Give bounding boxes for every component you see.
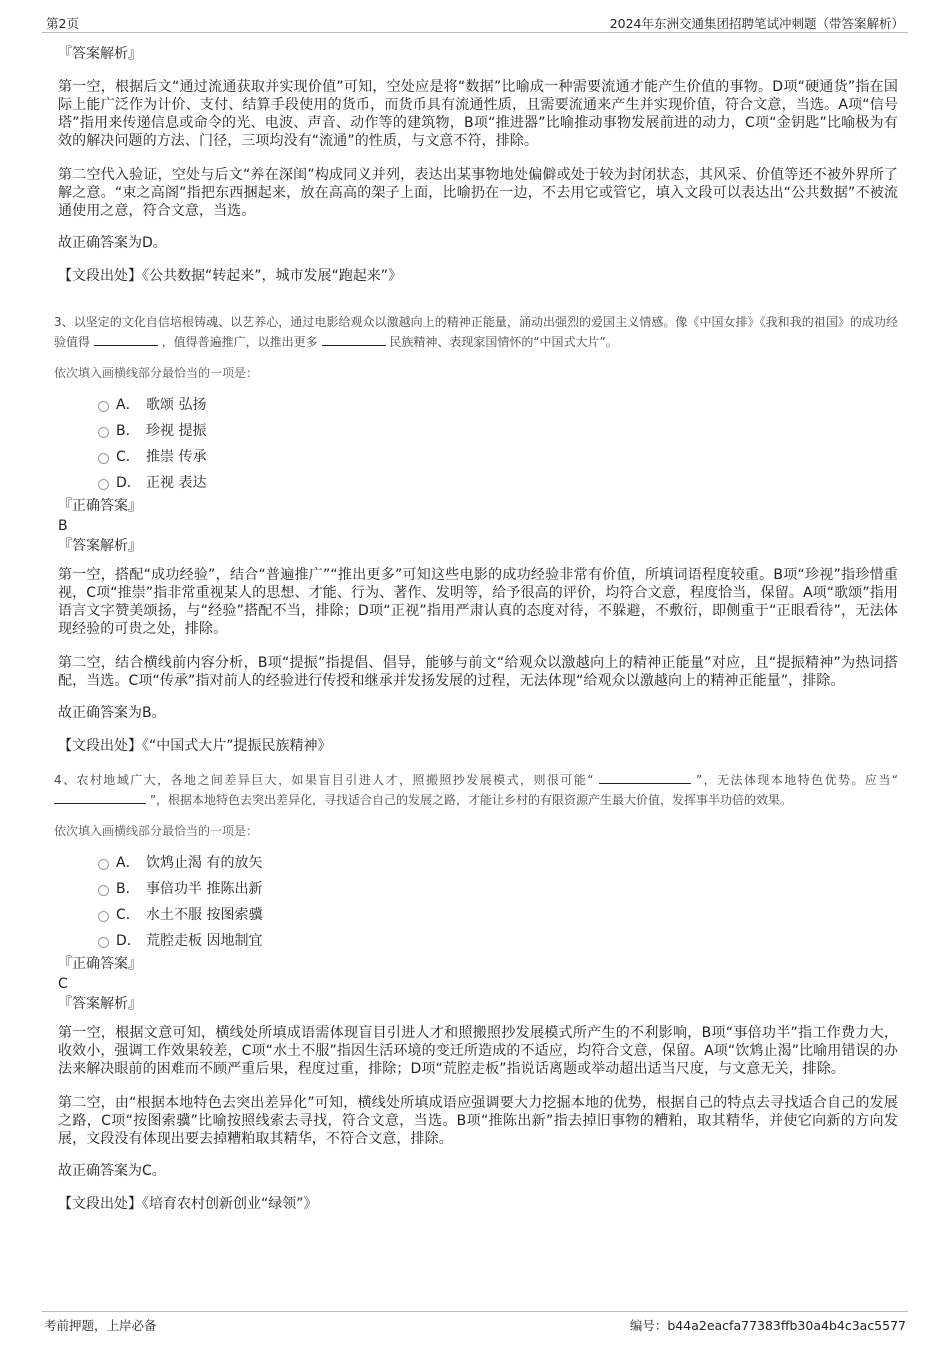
q4-options [58,850,898,954]
q4-analysis-tag: 『答案解析』 [58,996,142,1012]
q4-stem [54,770,898,810]
footer-slogan: 考前押题，上岸必备 [44,1318,157,1333]
q3-option-c[interactable]: C． 推崇 传承 [58,444,898,470]
q4-stem-part1: 4、农村地域广大，各地之间差异巨大，如果盲目引进人才，照搬照抄发展模式，则很可能“ [54,773,594,787]
q4-option-c[interactable]: C． 水土不服 按图索骥 [58,902,898,928]
q3-option-b[interactable]: B． 珍视 提振 [58,418,898,444]
q3-conclusion: 故正确答案为B。 [58,705,166,721]
radio-button[interactable] [98,427,109,438]
q4-option-d[interactable]: D． 荒腔走板 因地制宜 [58,928,898,954]
q4-prompt: 依次填入画横线部分最恰当的一项是： [54,824,259,838]
q4-source: 【文段出处】《培育农村创新创业“绿领”》 [58,1196,318,1212]
q4-blank-2 [54,791,146,804]
q3-source: 【文段出处】《“中国式大片”提振民族精神》 [58,738,332,754]
q4-option-a[interactable]: A． 饮鸩止渴 有的放矢 [58,850,898,876]
radio-button[interactable] [98,911,109,922]
q3-blank-2 [322,333,386,346]
q4-analysis-p2: 第二空，由“根据本地特色去突出差异化”可知，横线处所填成语应强调要大力挖掘本地的优势，根据自己的特点去寻找适合自己的发展之路，C项“按图索骥”比喻按照线索去寻找，符合文意，当选。B项“推陈出新”指去掉旧事物的糟粕，取其精华，并使它向新的方向发展，文段没有体现出要去掉糟粕取其精华，不符合文意，排除。 [58,1095,898,1147]
q3-analysis-tag: 『答案解析』 [58,538,142,554]
q2-source: 【文段出处】《公共数据“转起来”，城市发展“跑起来”》 [58,268,403,284]
q3-option-a[interactable]: A． 歌颂 弘扬 [58,392,898,418]
q3-analysis-p1: 第一空，搭配“成功经验”，结合“普遍推广”“推出更多”可知这些电影的成功经验非常有价值，所填词语程度较重。B项“珍视”指珍惜重视，C项“推崇”指非常重视某人的思想、才能、行为、著作、发明等，给予很高的评价，均符合文意，程度恰当，保留。A项“歌颂”指用语言文字赞美颂扬，与“经验”搭配不当，排除；D项“正视”指用严肃认真的态度对待，不躲避，不敷衍，即侧重于“正眼看待”，无法体现经验的可贵之处，排除。 [58,567,898,637]
q4-correct-tag: 『正确答案』 [58,956,142,972]
page-header [42,14,908,33]
radio-button[interactable] [98,937,109,948]
q3-correct-tag: 『正确答案』 [58,498,142,514]
q4-correct-answer: C [58,976,68,992]
q2-analysis-p1: 第一空，根据后文“通过流通获取并实现价值”可知，空处应是将“数据”比喻成一种需要流通才能产生价值的事物。D项“硬通货”指在国际上能广泛作为计价、支付、结算手段使用的货币，而货币具有流通性质，且需要流通来产生并实现价值，符合文意，当选。A项“信号塔”指用来传递信息或命令的光、电波、声音、动作等的建筑物，B项“推进器”比喻推动事物发展前进的动力，C项“金钥匙”比喻极为有效的解决问题的方法、门径，三项均没有“流通”的性质，与文意不符，排除。 [58,79,898,149]
q2-conclusion: 故正确答案为D。 [58,235,167,251]
q4-option-b[interactable]: B． 事倍功半 推陈出新 [58,876,898,902]
document-title: 2024年东洲交通集团招聘笔试冲刺题（带答案解析） [609,16,904,31]
q3-stem-part1: 3、以坚定的文化自信培根铸魂、以艺养心，通过电影给观众以激越向上的精神正能量，涌动出强烈的爱国主义情感。像《中国女排》《我和我的祖国》的成功经验值得 [54,315,898,349]
q4-stem-part2: ”，无法体现本地特色优势。应当“ [695,773,898,787]
page-footer [42,1311,908,1334]
page-content [54,44,898,1214]
q3-blank-1 [94,333,158,346]
page-number: 第2页 [46,16,79,31]
radio-button[interactable] [98,401,109,412]
q2-analysis-tag: 『答案解析』 [58,46,142,62]
radio-button[interactable] [98,479,109,490]
document-id: 编号：b44a2eacfa77383ffb30a4b4c3ac5577 [629,1318,906,1333]
q3-stem-part2: ，值得普遍推广，以推出更多 [161,335,318,349]
q3-prompt: 依次填入画横线部分最恰当的一项是： [54,366,259,380]
radio-button[interactable] [98,453,109,464]
q2-analysis-p2: 第二空代入验证，空处与后文“养在深闺”构成同义并列，表达出某事物地处偏僻或处于较为封闭状态，其风采、价值等还不被外界所了解之意。“束之高阁”指把东西捆起来，放在高高的架子上面，比喻扔在一边，不去用它或管它，填入文段可以表达出“公共数据”不被流通使用之意，符合文意，当选。 [58,167,898,219]
q3-options [58,392,898,496]
radio-button[interactable] [98,859,109,870]
q4-analysis-p1: 第一空，根据文意可知，横线处所填成语需体现盲目引进人才和照搬照抄发展模式所产生的不利影响，B项“事倍功半”指工作费力大，收效小，强调工作效果较差，C项“水土不服”指因生活环境的变迁所造成的不适应，均符合文意，保留。A项“饮鸩止渴”比喻用错误的办法来解决眼前的困难而不顾严重后果，程度过重，排除；D项“荒腔走板”指说话离题或举动超出适当尺度，与文意无关，排除。 [58,1025,898,1077]
q3-stem [54,312,898,352]
q4-blank-1 [599,771,691,784]
q3-analysis-p2: 第二空，结合横线前内容分析，B项“提振”指提倡、倡导，能够与前文“给观众以激越向上的精神正能量”对应，且“提振精神”为热词搭配，当选。C项“传承”指对前人的经验进行传授和继承并发扬发展的过程，无法体现“给观众以激越向上的精神正能量”，排除。 [58,655,898,689]
q3-correct-answer: B [58,518,68,534]
q3-stem-part3: 民族精神、表现家国情怀的“中国式大片”。 [389,335,618,349]
q4-conclusion: 故正确答案为C。 [58,1163,166,1179]
q3-option-d[interactable]: D． 正视 表达 [58,470,898,496]
radio-button[interactable] [98,885,109,896]
q4-stem-part3: ”，根据本地特色去突出差异化，寻找适合自己的发展之路，才能让乡村的有限资源产生最大价值，发挥事半功倍的效果。 [149,793,793,807]
